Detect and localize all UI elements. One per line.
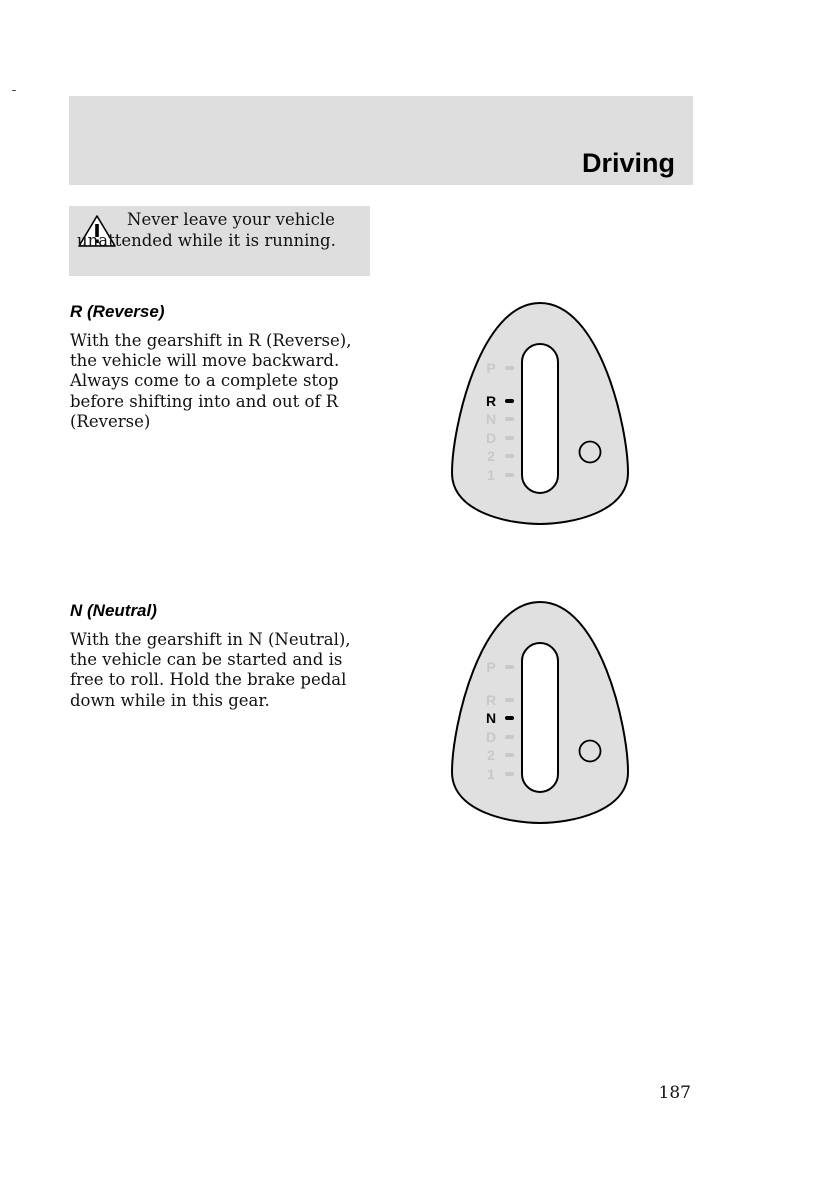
shifter-slot	[522, 344, 558, 493]
shift-lock-button	[580, 741, 601, 762]
gear-label-r: R	[485, 692, 497, 708]
neutral-body: With the gearshift in N (Neutral), the vehicle can be started and is free to roll. Hold the brake pedal down while in this gear.	[70, 630, 351, 710]
header-band	[69, 96, 693, 185]
gear-label-1: 1	[487, 766, 495, 782]
gear-label-r: R	[485, 393, 497, 409]
gear-indicator-p	[505, 665, 514, 669]
reverse-heading: R (Reverse)	[70, 302, 165, 321]
warning-text: Never leave your vehicle unattended while it is running.	[77, 210, 336, 250]
gearshift-diagram-reverse	[450, 298, 630, 528]
gear-indicator-n	[505, 716, 514, 720]
shift-lock-button	[580, 442, 601, 463]
gear-label-1: 1	[487, 467, 495, 483]
gear-indicator-1	[505, 473, 514, 477]
corner-mark	[12, 90, 16, 91]
gear-indicator-d	[505, 436, 514, 440]
neutral-heading: N (Neutral)	[70, 601, 157, 620]
gear-indicator-d	[505, 735, 514, 739]
gear-indicator-2	[505, 454, 514, 458]
gear-label-d: D	[485, 430, 497, 446]
section-title: Driving	[581, 148, 675, 178]
gear-label-n: N	[485, 411, 497, 427]
page-number: 187	[658, 1083, 691, 1103]
gear-indicator-r	[505, 399, 514, 403]
gear-label-n: N	[485, 710, 497, 726]
gear-indicator-r	[505, 698, 514, 702]
gear-label-p: P	[486, 659, 496, 675]
gear-indicator-2	[505, 753, 514, 757]
gearshift-diagram-neutral	[450, 597, 630, 827]
gear-label-p: P	[486, 360, 496, 376]
reverse-body: With the gearshift in R (Reverse), the vehicle will move backward. Always come to a complete stop before shifting into and out of R (Reverse)	[70, 331, 352, 431]
warning-box	[69, 206, 370, 276]
gear-label-d: D	[485, 729, 497, 745]
gear-label-2: 2	[487, 747, 495, 763]
gear-label-2: 2	[487, 448, 495, 464]
gear-indicator-n	[505, 417, 514, 421]
gear-indicator-1	[505, 772, 514, 776]
gear-indicator-p	[505, 366, 514, 370]
shifter-slot	[522, 643, 558, 792]
